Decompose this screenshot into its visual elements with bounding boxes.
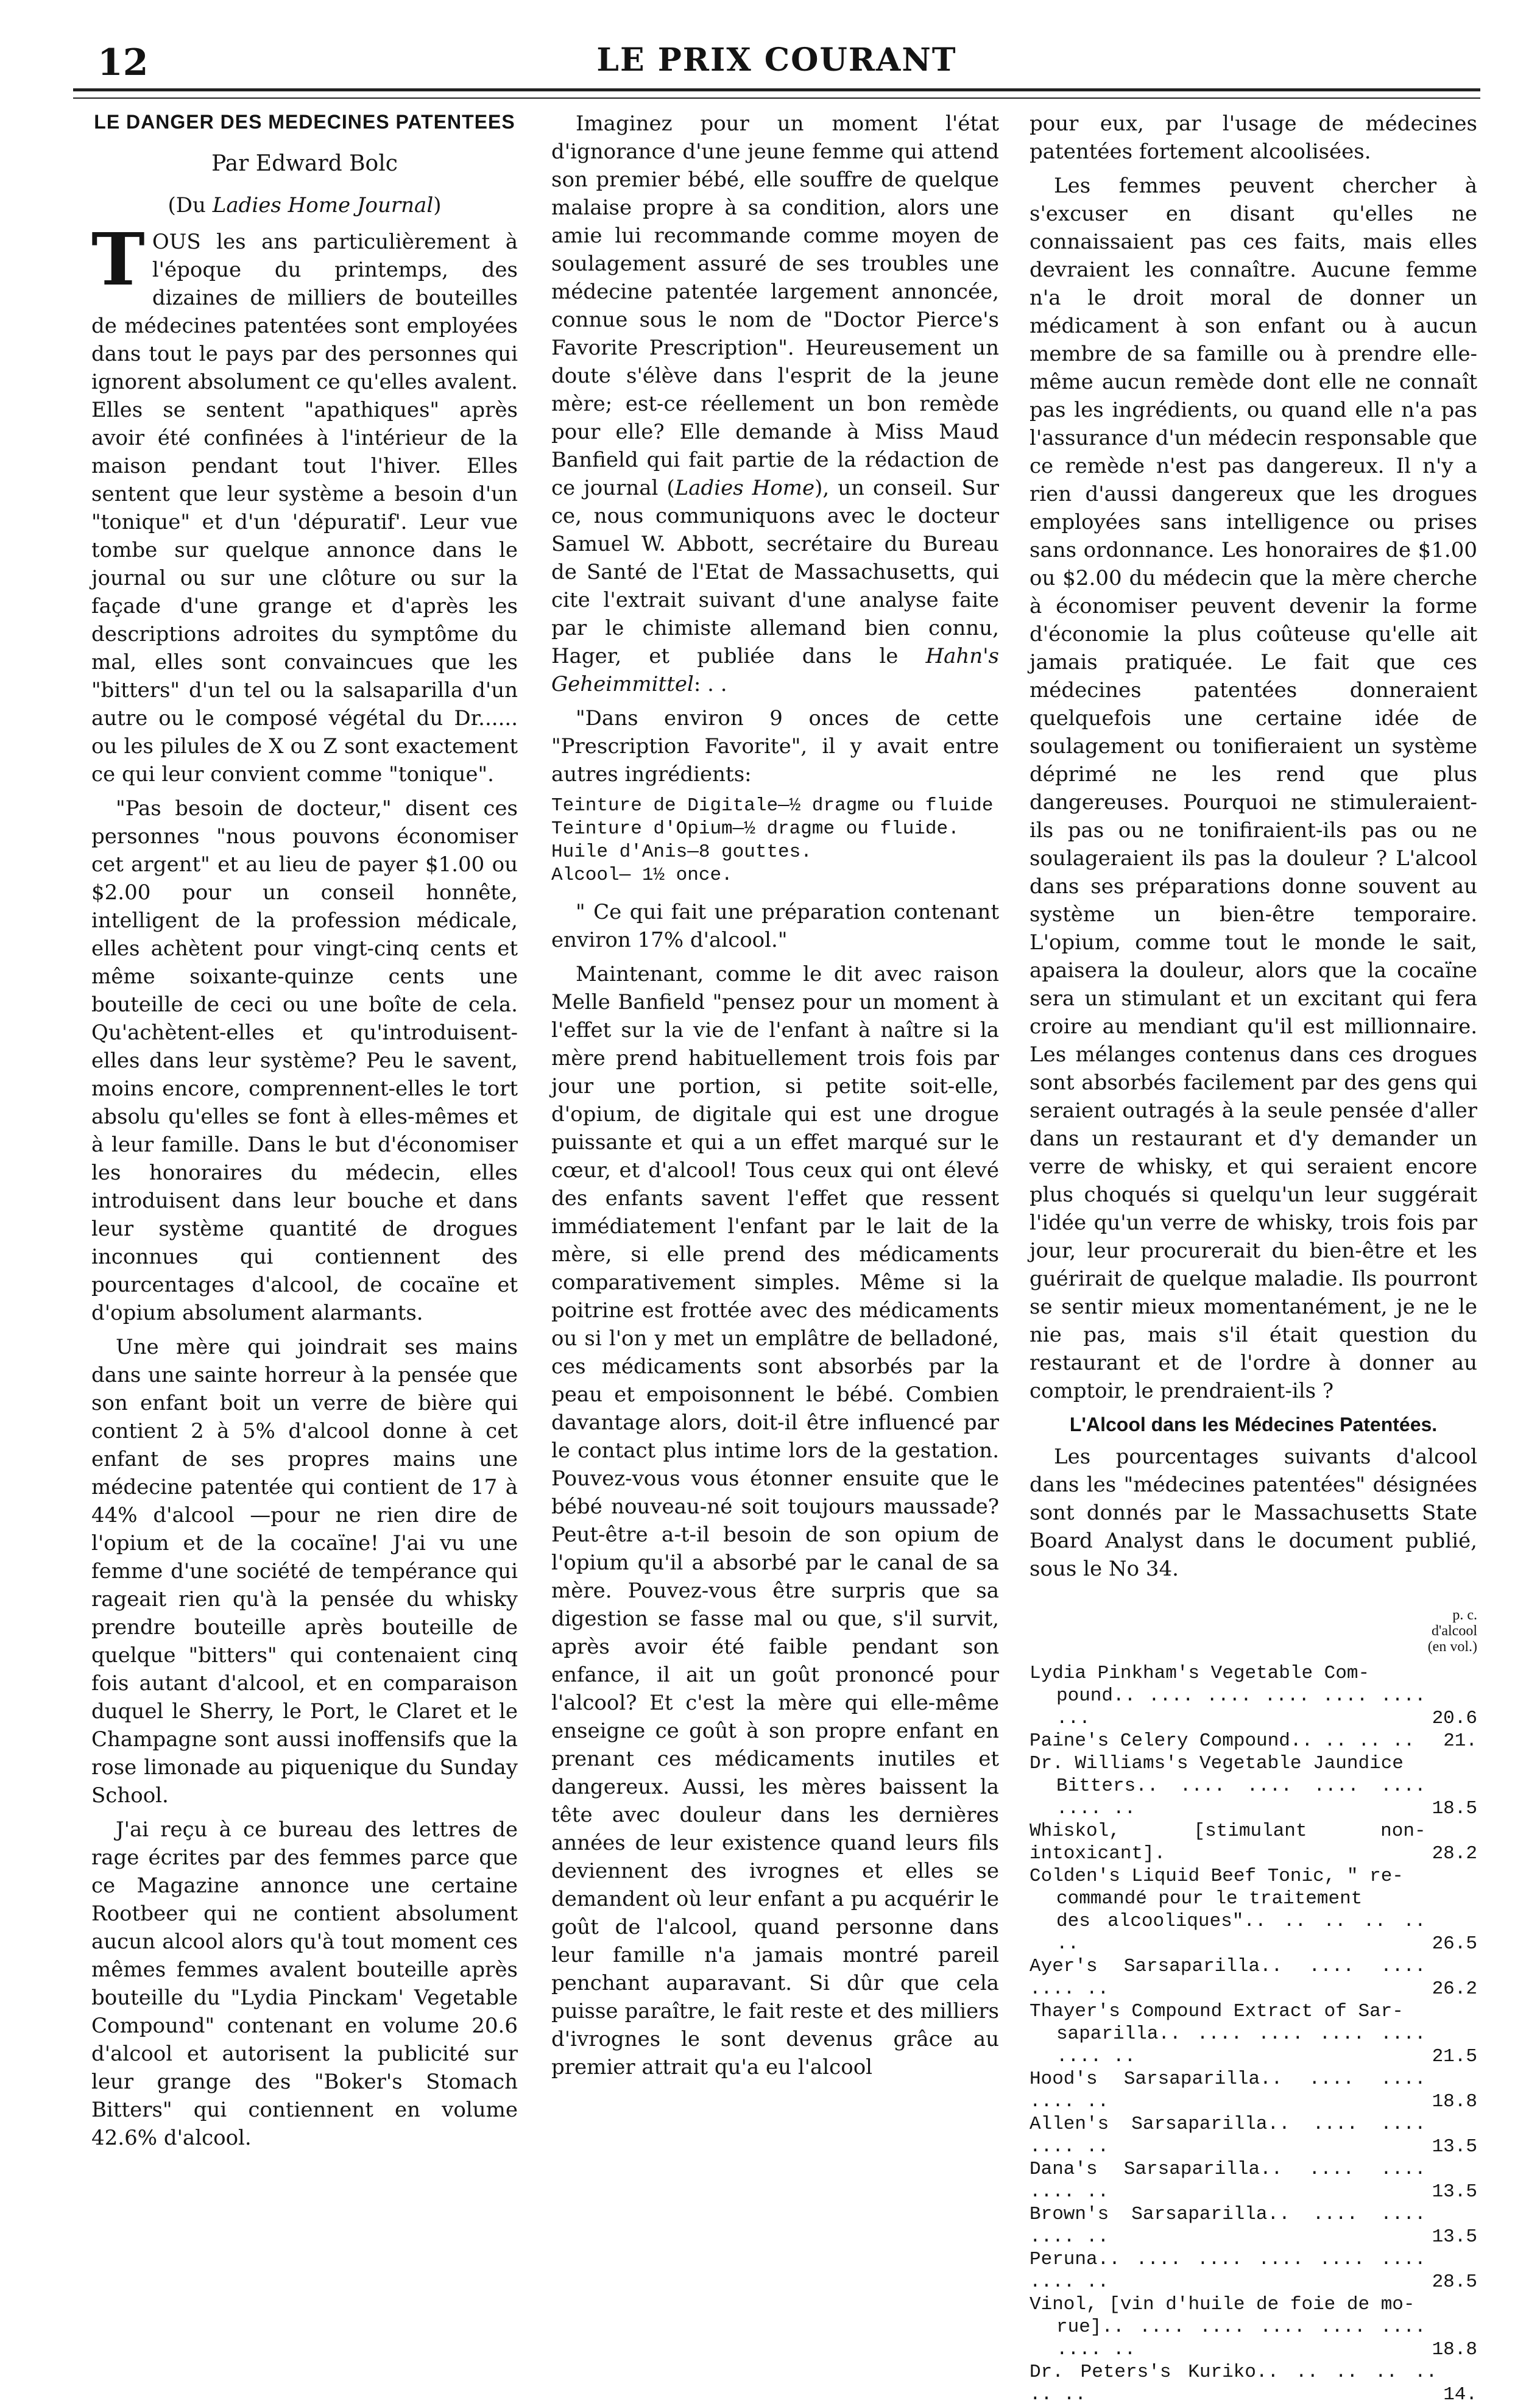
paragraph-text: : . .	[693, 672, 727, 696]
paragraph: Les femmes peuvent chercher à s'excuser en disant qu'elles ne connaissaient pas ces faits, mais elles devraient les connaître. Aucune femme n'a le droit moral de donner un médicament à son enfant ou à aucun membre de sa famille ou à prendre elle-même aucun remède dont elle ne connaît pas les ingrédients, ou quand elle n'a pas l'assurance d'un médecin responsable que ce remède n'est pas dangereux. Il n'y a rien d'aussi dangereux que les drogues employées sans intelligence ou prises sans ordonnance. Les honoraires de $1.00 ou $2.00 du médecin que la mère cherche à économiser peuvent devenir la forme d'économie la plus coûteuse qu'elle ait jamais pratiquée. Le fait que ces médecines patentées donneraient quelquefois une certaine idée de soulagement ou tonifieraient un système déprimé ne les rend que plus dangereuses. Pourquoi ne stimuleraient-ils pas ou ne tonifiraient-ils pas ou ne soulageraient ils pas la douleur ? L'alcool dans ses préparations donne souvent au système un bien-être temporaire. L'opium, comme tout le monde le sait, apaisera la douleur, alors que la cocaïne sera un stimulant et un excitant qui fera croire au mendiant qu'il est millionnaire. Les mélanges contenus dans ces drogues sont absorbés facilement par des gens qui seraient outragés à la seule pensée d'aller dans un restaurant et d'y demander un verre de whisky, et qui seraient encore plus choqués si quelqu'un leur suggérait l'idée qu'un verre de whisky, trois fois par jour, leur procurerait du bien-être et les guérirait de quelque maladie. Ils pourront se sentir mieux momentanément, je ne le nie pas, mais s'il était question du restaurant et de l'ordre à donner au comptoir, le prendraient-ils ?	[1030, 174, 1477, 1403]
product-name-line: rue].. .... .... .... .... .... .... ..	[1056, 2316, 1426, 2360]
alcohol-percentage: 18.5	[1432, 1798, 1477, 1819]
alcohol-percentage: 28.2	[1432, 1843, 1477, 1864]
alcohol-percentage: 26.2	[1432, 1978, 1477, 2000]
header-rule-thick	[73, 88, 1480, 91]
product-name-line: Dr. Williams's Vegetable Jaundice	[1030, 1753, 1404, 1774]
table-row	[1030, 2113, 1477, 2158]
paragraph: "Dans environ 9 onces de cette "Prescription Favorite", il y avait entre autres ingrédients:	[551, 706, 999, 787]
alcohol-percentage: 20.6	[1432, 1708, 1477, 1729]
table-row	[1030, 1955, 1477, 2000]
table-row	[1030, 1865, 1477, 1955]
paragraph-text: OUS les ans particulièrement à l'époque du printemps, des dizaines de milliers de bouteilles de médecines patentées sont employées dans tout le pays par des personnes qui ignorent absolument ce qu'elles avalent. Elles se sentent "apathiques" après avoir été confinées à l'intérieur de la maison pendant tout l'hiver. Elles sentent que leur système a besoin d'un "tonique" et d'un 'dépuratif'. Leur vue tombe sur quelque annonce dans le journal ou sur une clôture ou sur la façade d'une grange et d'après les descriptions adroites du symptôme du mal, elles sont convaincues que les "bitters" d'un tel ou la salsaparilla d'un autre ou le composé végétal du Dr...... ou les pilules de X ou Z sont exactement ce qui leur convient comme "tonique".	[91, 230, 518, 787]
recipe-item: Alcool— 1½ once.	[551, 865, 733, 886]
product-name	[1030, 2293, 1432, 2361]
source-prefix: (Du	[168, 193, 213, 218]
product-name	[1030, 2248, 1432, 2293]
column-2	[551, 110, 999, 2087]
alcohol-percentage: 21.	[1443, 1730, 1477, 1752]
recipe-item: Huile d'Anis—8 gouttes.	[551, 841, 812, 863]
alcohol-percentage: 18.8	[1432, 2091, 1477, 2112]
product-name-line: Paine's Celery Compound.. .. .. ..	[1030, 1730, 1415, 1752]
journal-title: LE PRIX COURANT	[596, 41, 957, 79]
paragraph: pour eux, par l'usage de médecines patentées fortement alcoolisées.	[1030, 111, 1477, 164]
page-header	[73, 29, 1480, 84]
product-name	[1030, 1730, 1443, 1752]
product-name-line: Vinol, [vin d'huile de foie de mo-	[1030, 2294, 1415, 2315]
page-number: 12	[97, 41, 149, 84]
section-heading: L'Alcool dans les Médecines Patentées.	[1069, 1414, 1438, 1435]
column-3	[1030, 110, 1477, 2406]
product-name-line: saparilla.. .... .... .... .... .... ..	[1056, 2023, 1426, 2067]
paragraph: Maintenant, comme le dit avec raison Melle Banfield "pensez pour un moment à l'effet sur la vie de l'enfant à naître si la mère prend habituellement trois fois par jour une portion, si petite soit-elle, d'opium, de digitale qui est une drogue puissante et qui a un effet marqué sur le cœur, et d'alcool! Tous ceux qui ont élevé des enfants savent l'effet que ressent immédiatement l'enfant par le lait de la mère, si elle prend des médicaments comparativement simples. Même si la poitrine est frottée avec des médicaments ou si l'on y met un emplâtre de belladoné, ces médicaments sont absorbés par la peau et empoisonnent le bébé. Combien davantage alors, doit-il être influencé par le contact plus intime lors de la gestation. Pouvez-vous vous étonner ensuite que le bébé nouveau-né soit toujours maussade? Peut-être a-t-il besoin de son opium de l'opium qu'il a absorbé par le canal de sa mère. Pouvez-vous être surpris que sa digestion se fasse mal ou que, s'il survit, après avoir été faible pendant son enfance, il ait un goût prononcé pour l'alcool? Et c'est la mère qui elle-même enseigne ce goût à son propre enfant en prenant ces médicaments inutiles et dangereux. Aussi, les mères baissent la tête avec douleur dans les dernières années de leur existence quand leurs fils deviennent des ivrognes et elles se demandent où leur enfant a pu acquérir le goût de l'alcool, quand personne dans leur famille n'a jamais montré pareil penchant auparavant. Si dûr que cela puisse paraître, le fait reste et des milliers d'ivrognes le sont devenus grâce au premier attrait qu'a eu l'alcool	[551, 962, 999, 2079]
product-name	[1030, 2068, 1432, 2113]
product-name-line: Brown's Sarsaparilla.. .... .... .... ..	[1030, 2204, 1426, 2248]
product-name	[1030, 2113, 1432, 2158]
recipe-item: Teinture de Digitale—½ dragme ou fluide	[551, 795, 994, 816]
table-header-line: p. c.	[1452, 1607, 1477, 1623]
header-rule-thin	[73, 97, 1480, 99]
table-row	[1030, 2203, 1477, 2248]
paragraph: Les pourcentages suivants d'alcool dans les "médecines patentées" désignées sont donnés par le Massachusetts State Board Analyst dans le document publié, sous le No 34.	[1030, 1445, 1477, 1581]
table-row	[1030, 2158, 1477, 2203]
table-row	[1030, 2293, 1477, 2361]
product-name	[1030, 1820, 1432, 1865]
paragraph	[551, 110, 999, 698]
table-header	[1030, 1607, 1477, 1655]
paragraph: Une mère qui joindrait ses mains dans une sainte horreur à la pensée que son enfant boit un verre de bière qui contient 2 à 5% d'alcool donne à cet enfant de ses propres mains une médecine patentée qui contient de 17 à 44% d'alcool —pour ne rien dire de l'opium et de la cocaïne! J'ai vu une femme d'une société de tempérance qui rageait rien qu'à la pensée du whisky prendre bouteille après bouteille de quelque "bitters" qui contenaient cinq fois autant d'alcool, et en comparaison duquel le Sherry, le Port, le Claret et le Champagne sont aussi inoffensifs que la rose limonade au piquenique du Sunday School.	[91, 1335, 518, 1808]
source-journal: Ladies Home Journal	[212, 193, 434, 218]
alcohol-percentage: 13.5	[1432, 2136, 1477, 2157]
recipe-list	[551, 794, 999, 887]
product-name-line: Dr. Peters's Kuriko.. .. .. .. .. .. ..	[1030, 2362, 1438, 2405]
alcohol-percentage: 28.5	[1432, 2271, 1477, 2293]
product-name-line: Ayer's Sarsaparilla.. .... .... .... ..	[1030, 1956, 1426, 2000]
product-name	[1030, 2203, 1432, 2248]
table-row	[1030, 2248, 1477, 2293]
alcohol-percentage: 13.5	[1432, 2226, 1477, 2248]
product-name-line: Colden's Liquid Beef Tonic, " re-	[1030, 1866, 1404, 1887]
paragraph	[91, 217, 518, 788]
table-row	[1030, 2068, 1477, 2113]
paragraph-text: Imaginez pour un moment l'état d'ignorance d'une jeune femme qui attend son premier bébé, elle souffre de quelque malaise propre à sa condition, alors une amie lui recommande comme moyen de soulagement assuré de ses troubles une médecine patentée largement annoncée, connue sous le nom de "Doctor Pierce's Favorite Prescription". Heureusement un doute s'élève dans l'esprit de la jeune mère; est-ce réellement un bon remède pour elle? Elle demande à Miss Maud Banfield qui fait partie de la rédaction de ce journal (	[551, 111, 999, 500]
product-name-line: Thayer's Compound Extract of Sar-	[1030, 2001, 1404, 2022]
product-name-line: des alcooliques".. .. .. .. .. ..	[1056, 1911, 1426, 1955]
product-name-line: Dana's Sarsaparilla.. .... .... .... ..	[1030, 2159, 1426, 2203]
table-row	[1030, 2000, 1477, 2068]
product-name-line: Lydia Pinkham's Vegetable Com-	[1030, 1663, 1370, 1684]
alcohol-percentage: 18.8	[1432, 2339, 1477, 2360]
alcohol-percentage: 21.5	[1432, 2046, 1477, 2067]
product-name	[1030, 2158, 1432, 2203]
paragraph-text: ), un conseil. Sur ce, nous communiquons avec le docteur Samuel W. Abbott, secrétaire du Bureau de Santé de l'Etat de Massachusetts, qui cite l'extrait suivant d'une analyse faite par le chimiste allemand bien connu, Hager, et publiée dans le	[551, 476, 999, 668]
table-header-line: d'alcool	[1432, 1623, 1477, 1639]
recipe-item: Teinture d'Opium—½ dragme ou fluide.	[551, 818, 959, 840]
italic-text: Ladies Home	[674, 476, 815, 500]
alcohol-table	[1030, 1662, 1477, 2406]
product-name-line: Allen's Sarsaparilla.. .... .... .... ..	[1030, 2114, 1426, 2157]
italic-text: Hahn's Geheimmittel	[551, 644, 999, 696]
column-1	[91, 110, 518, 2158]
source-suffix: )	[433, 193, 442, 218]
table-row	[1030, 2361, 1477, 2406]
product-name	[1030, 2000, 1432, 2068]
alcohol-percentage: 14.	[1443, 2384, 1477, 2405]
product-name-line: Peruna.. .... .... .... .... .... .... ..	[1030, 2249, 1426, 2293]
product-name-line: commandé pour le traitement	[1056, 1888, 1363, 1909]
article-source	[91, 191, 518, 219]
product-name-line: Hood's Sarsaparilla.. .... .... .... ..	[1030, 2068, 1426, 2112]
product-name	[1030, 1865, 1432, 1955]
table-row	[1030, 1730, 1477, 1752]
table-row	[1030, 1662, 1477, 1730]
product-name	[1030, 1955, 1432, 2000]
product-name-line: Whiskol, [stimulant non-intoxicant].	[1030, 1820, 1426, 1864]
paragraph: J'ai reçu à ce bureau des lettres de rage écrites par des femmes parce que ce Magazine annonce une certaine Rootbeer qui ne contient absolument aucun alcool alors qu'à tout moment ces mêmes femmes avalent bouteille après bouteille du "Lydia Pinckam' Vegetable Compound" contenant en volume 20.6 d'alcool et autorisent la publicité sur leur grange des "Boker's Stomach Bitters" qui contiennent en volume 42.6% d'alcool.	[91, 1817, 518, 2150]
table-row	[1030, 1752, 1477, 1820]
alcohol-percentage: 13.5	[1432, 2181, 1477, 2203]
table-header-line: (en vol.)	[1427, 1639, 1477, 1655]
alcohol-percentage: 26.5	[1432, 1933, 1477, 1955]
article-title: LE DANGER DES MEDECINES PATENTEES	[94, 111, 515, 133]
product-name	[1030, 1662, 1432, 1730]
drop-cap: T	[91, 217, 145, 302]
article-byline: Par Edward Bolc	[211, 151, 398, 176]
paragraph: " Ce qui fait une préparation contenant environ 17% d'alcool."	[551, 900, 999, 952]
table-row	[1030, 1820, 1477, 1865]
paragraph: "Pas besoin de docteur," disent ces personnes "nous pouvons économiser cet argent" et au lieu de payer $1.00 ou $2.00 pour un conseil honnête, intelligent de la profession médicale, elles achètent pour vingt-cinq cents et même soixante-quinze cents une bouteille de ceci ou une boîte de cela. Qu'achètent-elles et qu'introduisent-elles dans leur système? Peu le savent, moins encore, comprennent-elles le tort absolu qu'elles se font à elles-mêmes et à leur famille. Dans le but d'économiser les honoraires du médecin, elles introduisent dans leur bouche et dans leur système quantité de drogues inconnues qui contiennent des pourcentages d'alcool, de cocaïne et d'opium absolument alarmants.	[91, 796, 518, 1325]
product-name-line: Bitters.. .... .... .... .... .... ..	[1056, 1775, 1426, 1819]
product-name	[1030, 2361, 1443, 2406]
product-name-line: pound.. .... .... .... .... .... ...	[1056, 1685, 1426, 1729]
product-name	[1030, 1752, 1432, 1820]
